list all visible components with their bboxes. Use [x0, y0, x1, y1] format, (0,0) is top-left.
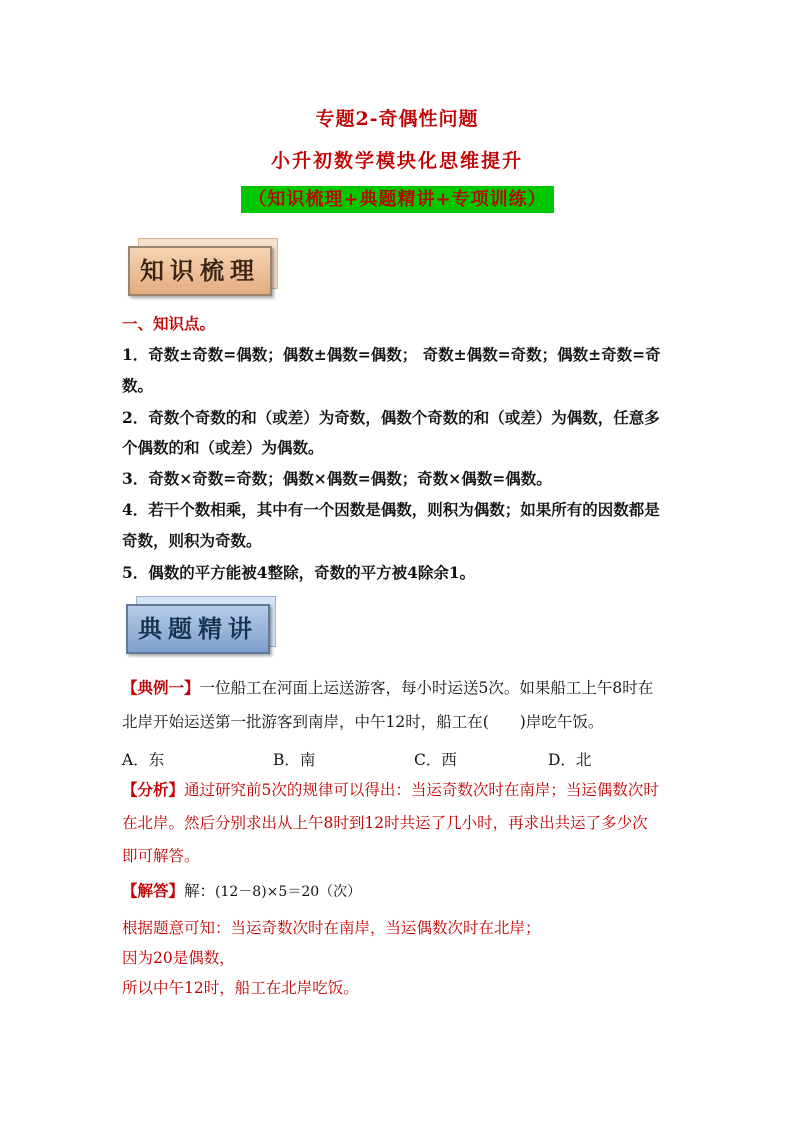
analysis-tag: 【分析】 [122, 780, 185, 799]
knowledge-heading: 一、知识点。 [122, 314, 216, 333]
page-title: 专题2-奇偶性问题 [315, 108, 479, 130]
option-d: D．北 [548, 751, 592, 769]
solution-line-1: 根据题意可知：当运奇数次时在南岸，当运偶数次时在北岸； [122, 919, 541, 937]
answer-formula: (12－8)×5＝20（次） [215, 884, 362, 900]
solution-line-2: 因为20是偶数， [122, 949, 235, 967]
page-subtitle: 小升初数学模块化思维提升 [270, 150, 523, 172]
question-text: 一位船工在河面上运送游客，每小时运送5次。如果船工上午8时在 [199, 679, 654, 697]
example-question-line-2: 北岸开始运送第一批游客到南岸，中午12时，船工在( )岸吃午饭。 [122, 713, 604, 731]
analysis-line-3: 即可解答。 [122, 847, 200, 865]
option-b: B．南 [273, 751, 316, 769]
knowledge-point-1b: 数。 [122, 376, 154, 395]
analysis-text: 通过研究前5次的规律可以得出：当运奇数次时在南岸；当运偶数次时 [184, 781, 659, 799]
knowledge-point-2b: 个偶数的和（或差）为偶数。 [122, 438, 324, 457]
analysis-line-1 [122, 778, 682, 800]
knowledge-point-4b: 奇数，则积为奇数。 [122, 531, 262, 550]
banner-label: 知识梳理 [128, 246, 272, 296]
answer-line [122, 879, 682, 901]
knowledge-point-1a: 1．奇数±奇数=偶数；偶数±偶数=偶数； 奇数±偶数=奇数；偶数±奇数=奇 [122, 345, 661, 364]
examples-banner [126, 604, 271, 654]
solution-line-3: 所以中午12时，船工在北岸吃饭。 [122, 979, 359, 997]
answer-tag: 【解答】 [122, 881, 185, 900]
answer-label: 解： [184, 882, 216, 900]
option-a: A．东 [122, 751, 165, 769]
example-tag: 【典例一】 [122, 678, 200, 697]
page-tagline: （知识梳理+典题精讲+专项训练） [241, 186, 554, 213]
knowledge-point-3: 3．奇数×奇数=奇数；偶数×偶数=偶数；奇数×偶数=偶数。 [122, 469, 552, 488]
knowledge-banner [128, 246, 273, 296]
example-question-line-1 [122, 676, 682, 698]
knowledge-point-5: 5．偶数的平方能被4整除，奇数的平方被4除余1。 [122, 563, 476, 582]
knowledge-point-4a: 4．若干个数相乘，其中有一个因数是偶数，则积为偶数；如果所有的因数都是 [122, 500, 660, 519]
banner-label: 典题精讲 [126, 604, 270, 654]
knowledge-point-2a: 2．奇数个奇数的和（或差）为奇数，偶数个奇数的和（或差）为偶数，任意多 [122, 408, 660, 427]
analysis-line-2: 在北岸。然后分别求出从上午8时到12时共运了几小时，再求出共运了多少次 [122, 814, 648, 832]
option-c: C．西 [414, 751, 457, 769]
